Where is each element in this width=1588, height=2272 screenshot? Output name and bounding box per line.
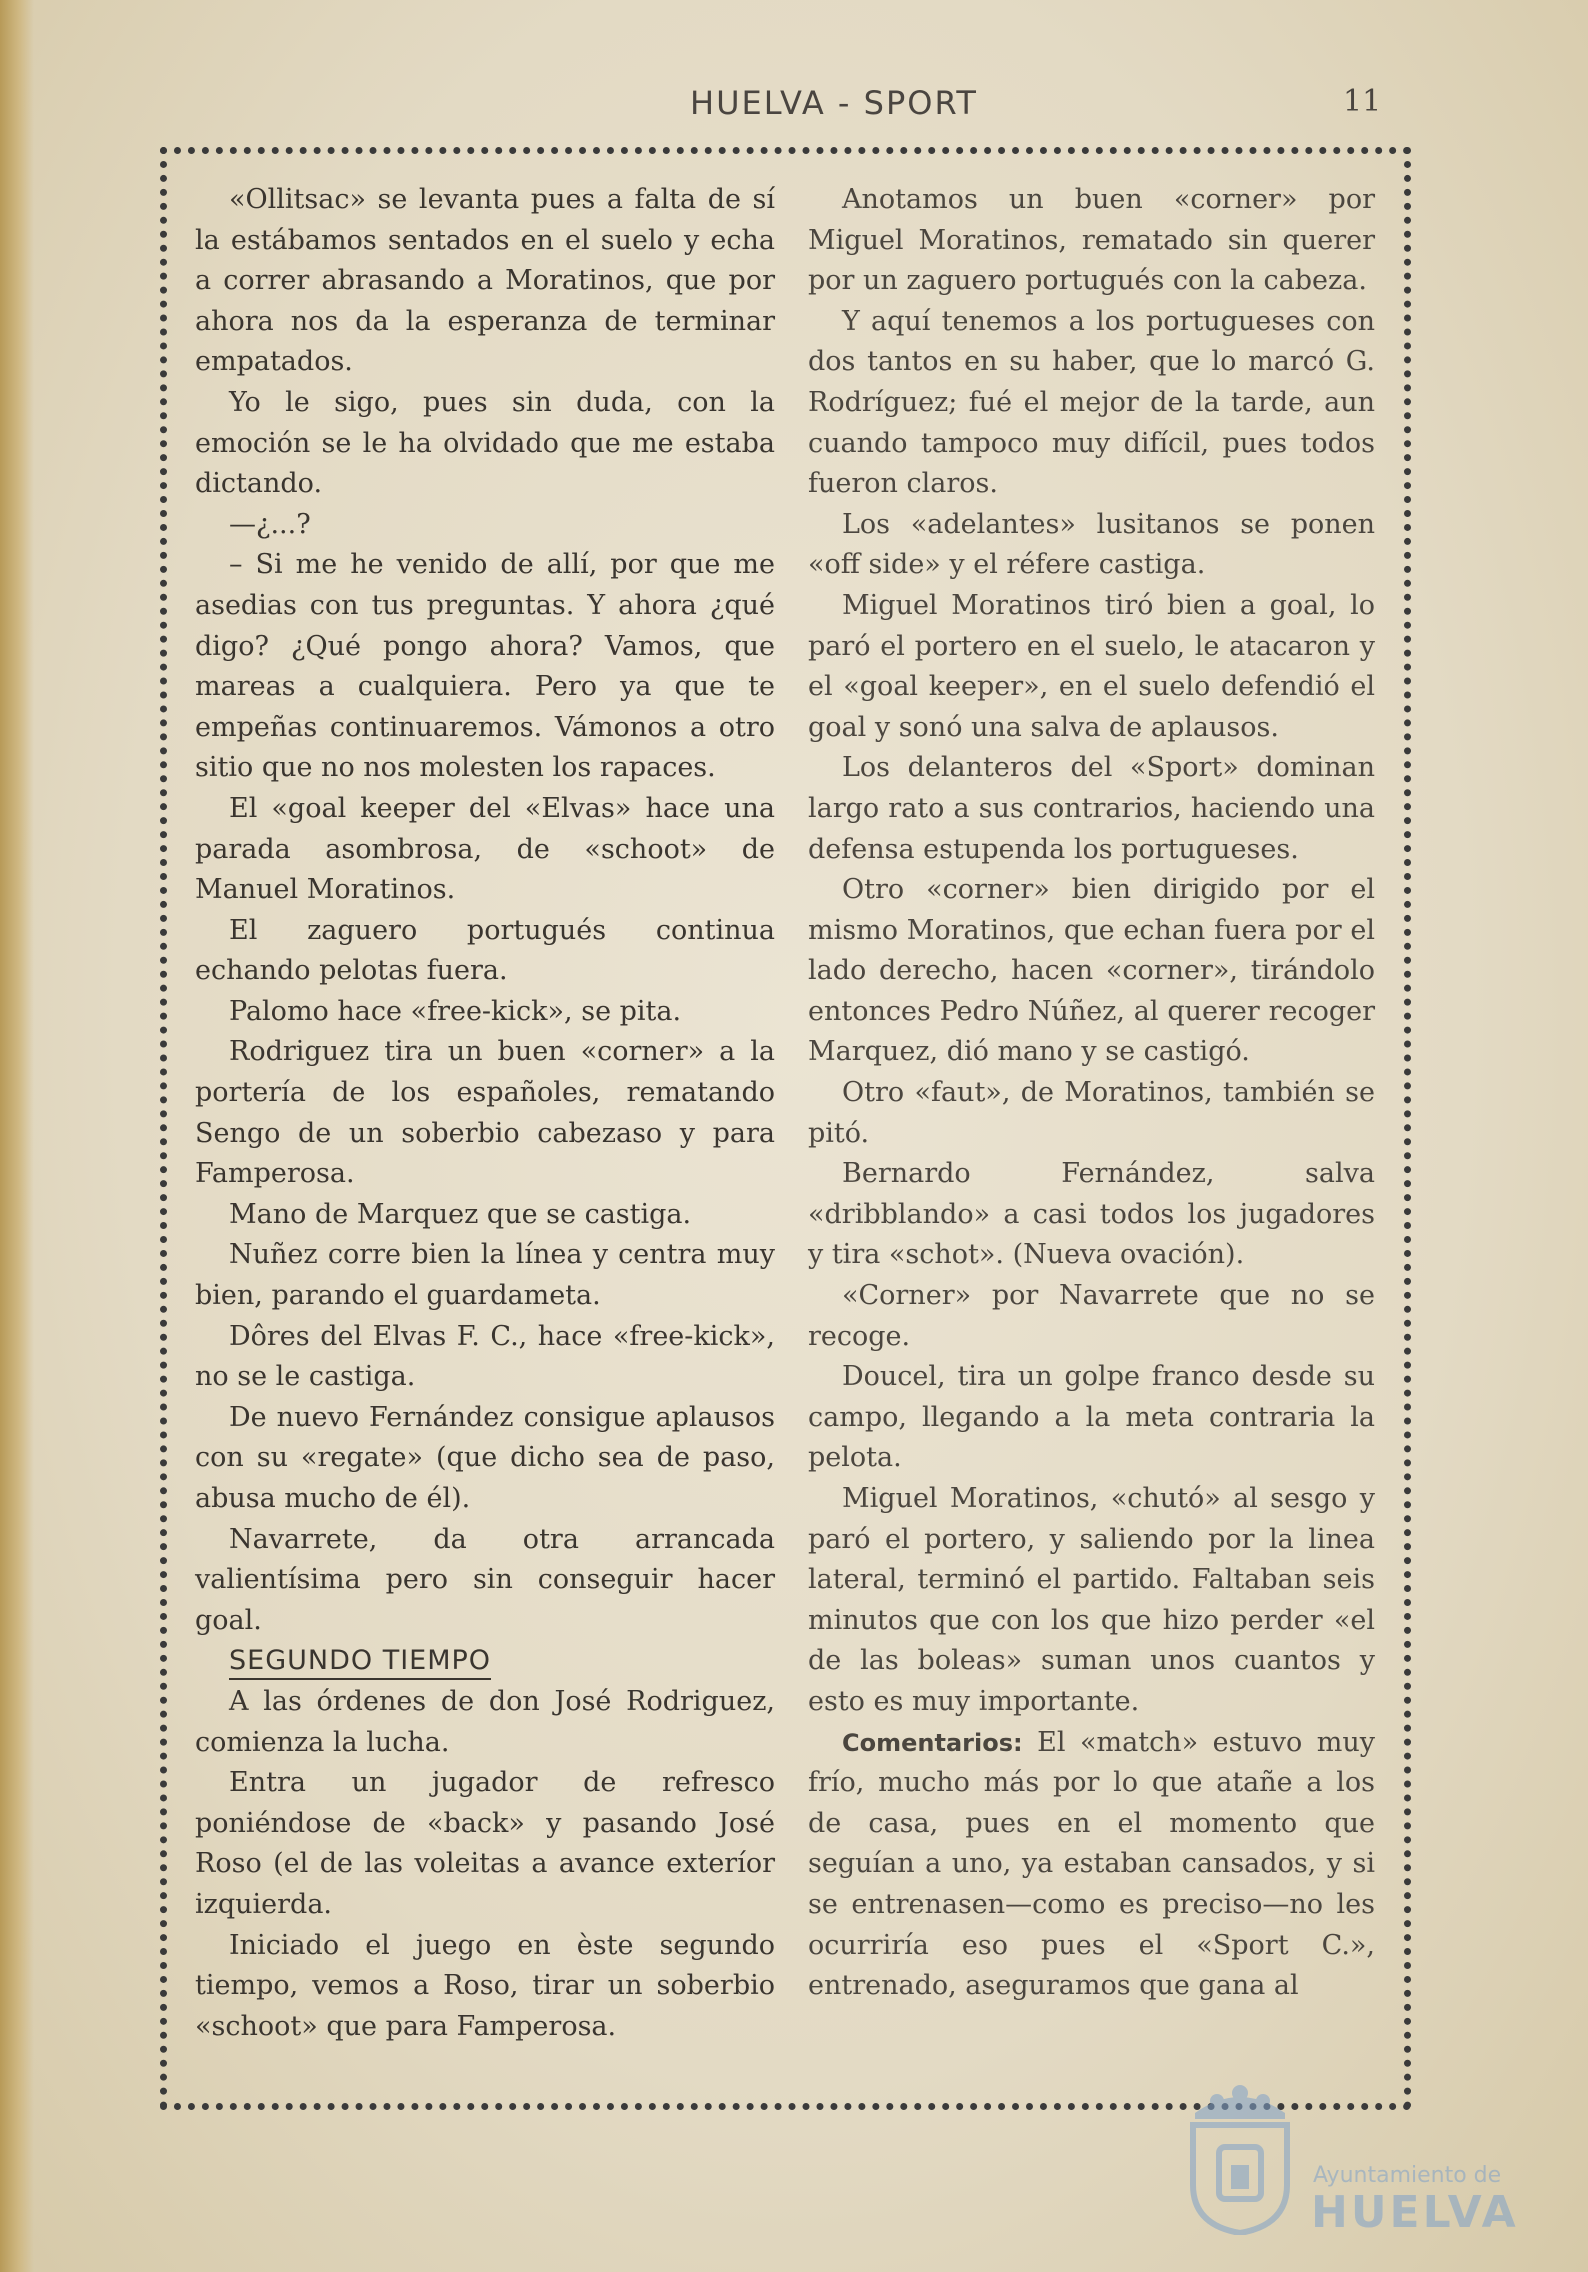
- paragraph: Yo le sigo, pues sin duda, con la emoción se le ha olvidado que me estaba dictando.: [195, 386, 775, 500]
- paragraph: —¿...?: [229, 508, 311, 540]
- paragraph: Otro «corner» bien dirigido por el mismo Moratinos, que echan fuera por el lado derecho, hacen «corner», tirándolo entonces Pedro Núñez, al querer recoger Marquez, dió mano y se castigó.: [808, 874, 1375, 1068]
- section-heading: [195, 1641, 775, 1682]
- coat-of-arms-icon: [1175, 2075, 1305, 2235]
- paragraph: Entra un jugador de refresco poniéndose de «back» y pasando José Roso (el de las voleitas a avance exteríor izquierda.: [195, 1767, 775, 1920]
- comment-text: El «match» estuvo muy frío, mucho más por lo que atañe a los de casa, pues en el momento que seguían a uno, ya estaban cansados, y si se entrenasen—como es preciso—no les ocurriría eso pues el «Sport C.», entrenado, aseguramos que gana al: [808, 1726, 1375, 2002]
- paragraph: Nuñez corre bien la línea y centra muy bien, parando el guardameta.: [195, 1239, 775, 1312]
- paragraph: Miguel Moratinos, «chutó» al sesgo y paró el portero, y saliendo por la linea lateral, terminó el partido. Faltaban seis minutos que con los que hizo perder «el de las boleas» suman unos cuantos y esto es muy importante.: [808, 1483, 1375, 1717]
- watermark-line2: HUELVA: [1311, 2187, 1519, 2238]
- archive-watermark: [1175, 2075, 1519, 2238]
- paragraph: El «goal keeper del «Elvas» hace una parada asombrosa, de «schoot» de Manuel Moratinos.: [195, 792, 775, 906]
- paragraph: Doucel, tira un golpe franco desde su campo, llegando a la meta contraria la pelota.: [808, 1361, 1375, 1474]
- paragraph: Los «adelantes» lusitanos se ponen «off side» y el réfere castiga.: [808, 508, 1375, 581]
- paragraph: Y aquí tenemos a los portugueses con dos tantos en su haber, que lo marcó G. Rodríguez; fué el mejor de la tarde, aun cuando tampoco muy difícil, pues todos fueron claros.: [808, 305, 1375, 500]
- paragraph: Rodriguez tira un buen «corner» a la portería de los españoles, rematando Sengo de un soberbio cabezaso y para Famperosa.: [195, 1036, 775, 1190]
- paragraph: Anotamos un buen «corner» por Miguel Moratinos, rematado sin querer por un zaguero portugués con la cabeza.: [808, 184, 1375, 297]
- paragraph: Navarrete, da otra arrancada valientísima pero sin conseguir hacer goal.: [195, 1523, 775, 1636]
- comment-label: Comentarios:: [842, 1728, 1023, 1757]
- right-column: [808, 180, 1375, 2007]
- paragraph: Los delanteros del «Sport» dominan largo rato a sus contrarios, haciendo una defensa estupenda los portugueses.: [808, 752, 1375, 865]
- page-number: 11: [1343, 84, 1382, 119]
- paragraph: Dôres del Elvas F. C., hace «free-kick», no se le castiga.: [195, 1320, 775, 1393]
- paragraph: Palomo hace «free-kick», se pita.: [229, 995, 682, 1027]
- paragraph: Otro «faut», de Moratinos, también se pitó.: [808, 1077, 1375, 1149]
- paragraph: De nuevo Fernández consigue aplausos con su «regate» (que dicho sea de paso, abusa mucho de él).: [195, 1401, 775, 1514]
- page-spine-shadow: [0, 0, 34, 2272]
- watermark-line1: Ayuntamiento de: [1313, 2163, 1502, 2188]
- paragraph: Miguel Moratinos tiró bien a goal, lo paró el portero en el suelo, le atacaron y el «goal keeper», en el suelo defendió el goal y sonó una salva de aplausos.: [808, 589, 1375, 743]
- page-header: [0, 84, 1588, 134]
- paragraph: – Si me he venido de allí, por que me asedias con tus preguntas. Y ahora ¿qué digo? ¿Qué pongo ahora? Vamos, que mareas a cualquiera. Pero ya que te empeñas continuaremos. Vámonos a otro sitio que no nos molesten los rapaces.: [195, 549, 775, 784]
- paragraph: El zaguero portugués continua echando pelotas fuera.: [195, 914, 775, 987]
- paragraph: «Corner» por Navarrete que no se recoge.: [808, 1280, 1375, 1352]
- left-column: [195, 180, 775, 2047]
- magazine-title: HUELVA - SPORT: [690, 84, 978, 122]
- section-heading-text: SEGUNDO TIEMPO: [229, 1645, 491, 1680]
- paragraph: Mano de Marquez que se castiga.: [229, 1198, 692, 1230]
- comment-paragraph: [808, 1723, 1375, 2007]
- paragraph: «Ollitsac» se levanta pues a falta de sí la estábamos sentados en el suelo y echa a correr abrasando a Moratinos, que por ahora nos da la esperanza de terminar empatados.: [195, 184, 775, 378]
- paragraph: Bernardo Fernández, salva «dribblando» a casi todos los jugadores y tira «schot». (Nueva ovación).: [808, 1158, 1375, 1271]
- paragraph: A las órdenes de don José Rodriguez, comienza la lucha.: [195, 1685, 775, 1758]
- paragraph: Iniciado el juego en èste segundo tiempo, vemos a Roso, tirar un soberbio «schoot» que para Famperosa.: [195, 1929, 775, 2042]
